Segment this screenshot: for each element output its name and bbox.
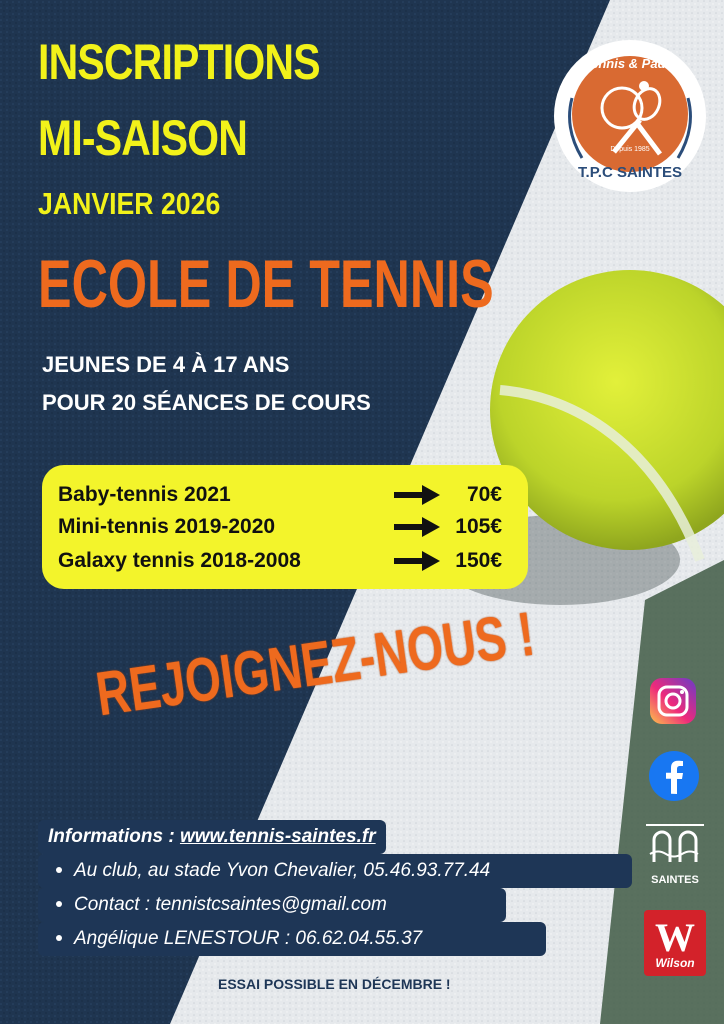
price-label: Mini-tennis 2019-2020: [58, 515, 276, 538]
price-row: [58, 545, 518, 577]
bullet-icon: [56, 935, 62, 941]
price-row: [58, 479, 518, 511]
instagram-icon[interactable]: [648, 676, 698, 726]
bullet-icon: [56, 901, 62, 907]
header-line1: INSCRIPTIONS: [38, 34, 320, 90]
logo-top-text: Tennis & Padel: [583, 56, 677, 71]
website-link[interactable]: www.tennis-saintes.fr: [179, 826, 376, 847]
wilson-logo-icon: [644, 910, 706, 976]
footer-note: ESSAI POSSIBLE EN DÉCEMBRE !: [218, 976, 451, 992]
wilson-text: Wilson: [655, 956, 695, 970]
facebook-icon[interactable]: [648, 750, 700, 802]
saintes-text: SAINTES: [651, 874, 699, 886]
saintes-logo-icon: [646, 824, 704, 868]
page-title: ECOLE DE TENNIS: [38, 246, 494, 322]
header-line2: MI-SAISON: [38, 110, 248, 166]
price-label: Baby-tennis 2021: [58, 483, 231, 506]
price-row: [58, 511, 518, 543]
club-logo: [552, 28, 708, 204]
info-text: Au club, au stade Yvon Chevalier, 05.46.93.77.44: [74, 860, 491, 881]
price-value: 150€: [455, 549, 502, 572]
price-box: [42, 465, 528, 589]
arrow-right-icon: [394, 485, 440, 505]
info-prefix: Informations :: [48, 826, 180, 847]
info-text[interactable]: Contact : tennistcsaintes@gmail.com: [74, 894, 387, 915]
wilson-w: W: [655, 915, 695, 960]
logo-small-text: Depuis 1985: [610, 146, 650, 153]
arrow-right-icon: [394, 551, 440, 571]
cta-join-us: REJOIGNEZ-NOUS !: [92, 599, 539, 730]
price-label: Galaxy tennis 2018-2008: [58, 549, 301, 572]
info-line: [38, 922, 546, 956]
info-line: [38, 888, 506, 922]
logo-bottom-text: T.P.C SAINTES: [578, 164, 682, 181]
price-value: 70€: [466, 483, 502, 506]
bullet-icon: [56, 867, 62, 873]
info-line: [38, 854, 632, 888]
info-text: Angélique LENESTOUR : 06.62.04.55.37: [74, 928, 423, 949]
arrow-right-icon: [394, 517, 440, 537]
subtitle-line2: POUR 20 SÉANCES DE COURS: [42, 390, 371, 415]
saintes-logo: [646, 824, 704, 890]
info-header: [38, 820, 386, 854]
price-value: 105€: [455, 515, 502, 538]
header-line3: JANVIER 2026: [38, 186, 221, 221]
subtitle-line1: JEUNES DE 4 À 17 ANS: [42, 352, 290, 377]
